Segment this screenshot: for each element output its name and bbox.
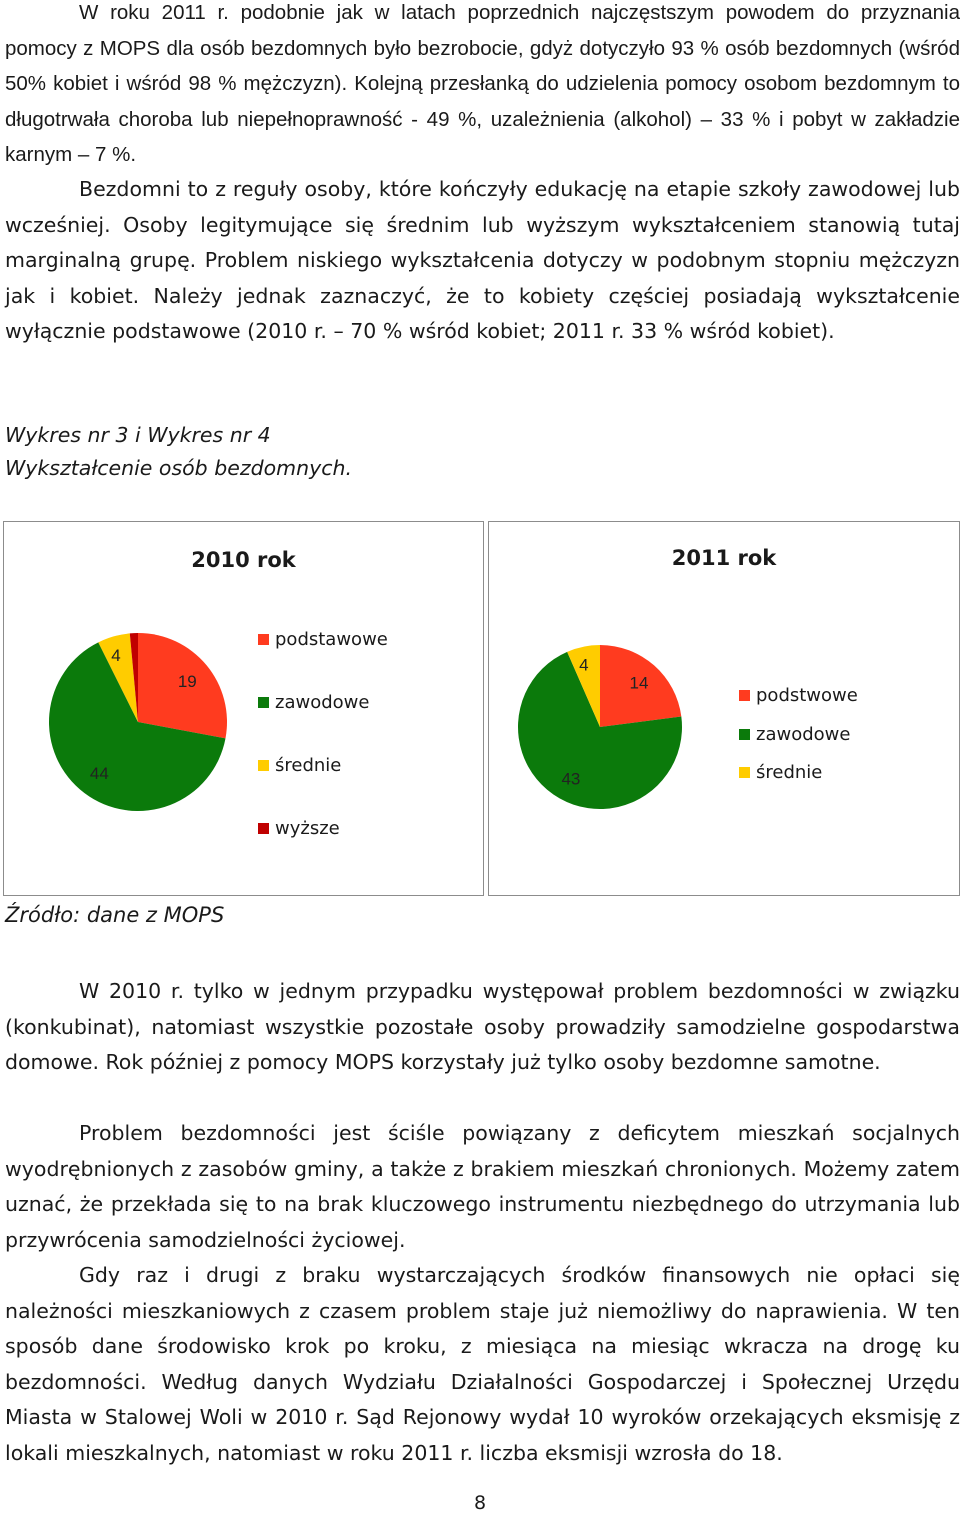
paragraph-household: W 2010 r. tylko w jednym przypadku występował problem bezdomności w związku (konkubinat), natomiast wszystkie pozostałe osoby prowadziły samodzielne gospodarstwa domowe. Rok później z pomocy MOPS korzystały już tylko osoby bezdomne samotne. [5, 979, 960, 1074]
paragraph-unemployment: W roku 2011 r. podobnie jak w latach poprzednich najczęstszym powodem do przyznania pomocy z MOPS dla osób bezdomnych było bezrobocie, gdyż dotyczyło 93 % osób bezdomnych (wśród 50% kobiet i wśród 98 % mężczyzn). Kolejną przesłanką do udzielenia pomocy osobom bezdomnym to długotrwała choroba lub niepełnoprawność - 49 %, uzależnienia (alkohol) – 33 % i pobyt w zakładzie karnym – 7 %. [5, 1, 960, 166]
legend-swatch [739, 690, 750, 701]
legend-swatch [258, 760, 269, 771]
chart-title: 2011 rok [671, 546, 777, 570]
figure-caption-title: Wykształcenie osób bezdomnych. [5, 456, 353, 480]
chart-legend [258, 629, 458, 849]
source-note: Źródło: dane z MOPS [5, 903, 225, 927]
page-number: 8 [473, 1492, 487, 1514]
data-label: 43 [561, 769, 581, 789]
legend-swatch [739, 729, 750, 740]
legend-label: średnie [756, 762, 823, 783]
legend-label: podstwowe [756, 685, 858, 706]
data-label: 4 [111, 646, 121, 666]
chart-legend [739, 685, 939, 805]
legend-label: średnie [275, 755, 342, 776]
data-label: 4 [579, 655, 589, 675]
pie-chart-2010 [3, 521, 484, 896]
paragraph-social-housing: Problem bezdomności jest ściśle powiązany z deficytem mieszkań socjalnych wyodrębnionych z zasobów gminy, a także z brakiem mieszkań chronionych. Możemy zatem uznać, że przekłada się to na brak kluczowego instrumentu niezbędnego do utrzymania lub przywrócenia samodzielności życiowej. [5, 1121, 960, 1252]
data-label: 44 [89, 764, 109, 784]
legend-swatch [258, 634, 269, 645]
legend-label: zawodowe [756, 723, 851, 745]
data-label: 19 [177, 672, 197, 692]
paragraph-education: Bezdomni to z reguły osoby, które kończyły edukację na etapie szkoły zawodowej lub wcześniej. Osoby legitymujące się średnim lub wyższym wykształceniem stanowią tutaj marginalną grupę. Problem niskiego wykształcenia dotyczy w podobnym stopniu mężczyzn jak i kobiet. Należy jednak zaznaczyć, że to kobiety częściej posiadają wykształcenie wyłącznie podstawowe (2010 r. – 70 % wśród kobiet; 2011 r. 33 % wśród kobiet). [5, 177, 960, 343]
legend-swatch [258, 823, 269, 834]
data-label: 14 [629, 673, 649, 693]
legend-label: zawodowe [275, 692, 370, 713]
legend-swatch [739, 767, 750, 778]
chart-title: 2010 rok [191, 548, 296, 572]
figure-caption-number: Wykres nr 3 i Wykres nr 4 [5, 423, 271, 447]
legend-swatch [258, 697, 269, 708]
legend-label: wyższe [275, 818, 340, 839]
pie-chart-2011 [488, 521, 960, 896]
paragraph-evictions: Gdy raz i drugi z braku wystarczających środków finansowych nie opłaci się należności mieszkaniowych z czasem problem staje już niemożliwy do naprawienia. W ten sposób dane środowisko krok po kroku, z miesiąca na miesiąc wkracza na drogę ku bezdomności. Według danych Wydziału Działalności Gospodarczej i Społecznej Urzędu Miasta w Stalowej Woli w 2010 r. Sąd Rejonowy wydał 10 wyroków orzekających eksmisję z lokali mieszkalnych, natomiast w roku 2011 r. liczba eksmisji wzrosła do 18. [5, 1263, 960, 1465]
legend-label: podstawowe [275, 629, 388, 650]
